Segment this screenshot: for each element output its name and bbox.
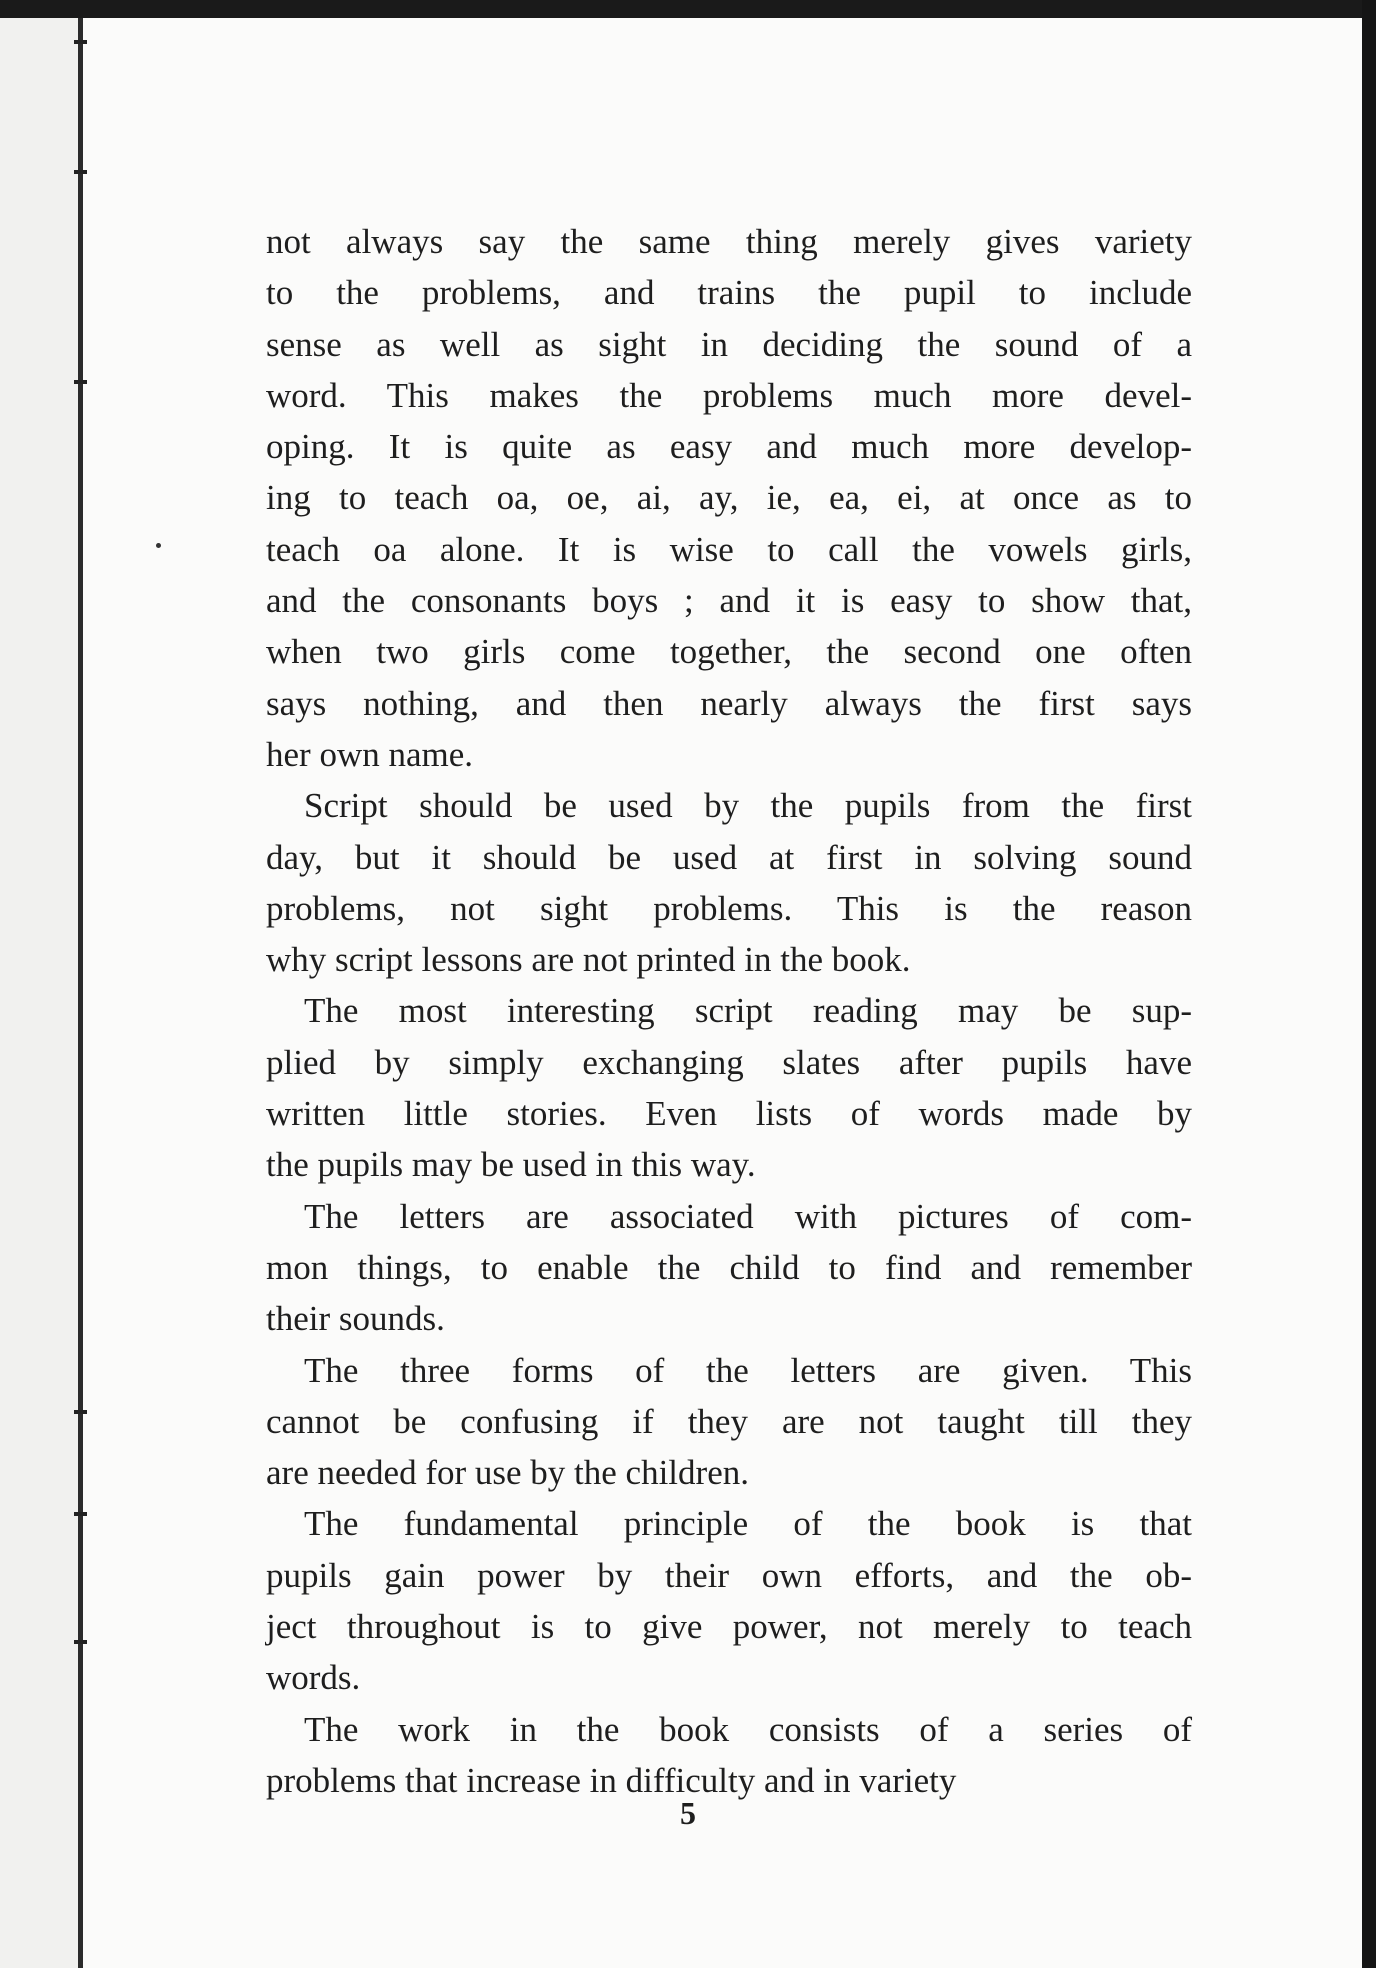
paragraph bbox=[266, 1191, 1192, 1345]
text-line: the pupils may be used in this way. bbox=[266, 1145, 756, 1185]
scan-right-border bbox=[1362, 0, 1376, 1968]
text-line: says nothing, and then nearly always the first says bbox=[266, 683, 1192, 723]
binding-stitch bbox=[74, 40, 87, 44]
text-line: The letters are associated with pictures of com- bbox=[304, 1196, 1192, 1236]
paragraph bbox=[266, 780, 1192, 985]
text-line: Script should be used by the pupils from the first bbox=[304, 786, 1192, 826]
binding-stitch bbox=[74, 170, 87, 174]
text-line: pupils gain power by their own efforts, and the ob- bbox=[266, 1555, 1192, 1595]
binding-stitch bbox=[74, 1640, 87, 1644]
text-line: The most interesting script reading may be sup- bbox=[304, 991, 1192, 1031]
binding-stitch bbox=[74, 1410, 87, 1414]
text-line: and the consonants boys ; and it is easy to show that, bbox=[266, 581, 1192, 621]
text-line: sense as well as sight in deciding the sound of a bbox=[266, 324, 1192, 364]
text-line: The fundamental principle of the book is that bbox=[304, 1504, 1192, 1544]
body-text bbox=[266, 216, 1192, 1806]
binding-edge bbox=[78, 18, 83, 1968]
text-line: ject throughout is to give power, not merely to teach bbox=[266, 1607, 1192, 1647]
text-line: written little stories. Even lists of words made by bbox=[266, 1094, 1192, 1134]
text-line: word. This makes the problems much more devel- bbox=[266, 375, 1192, 415]
text-line: to the problems, and trains the pupil to include bbox=[266, 273, 1192, 313]
text-line: when two girls come together, the second one often bbox=[266, 632, 1192, 672]
text-line: day, but it should be used at first in solving sound bbox=[266, 837, 1192, 877]
text-line: why script lessons are not printed in the book. bbox=[266, 940, 911, 980]
text-line: ing to teach oa, oe, ai, ay, ie, ea, ei, at once as to bbox=[266, 478, 1192, 518]
binding-stitch bbox=[74, 1512, 87, 1516]
text-line: words. bbox=[266, 1658, 361, 1698]
text-line: The work in the book consists of a series of bbox=[304, 1709, 1192, 1749]
binding-stitch bbox=[74, 380, 87, 384]
text-line: problems, not sight problems. This is the reason bbox=[266, 888, 1192, 928]
text-line: teach oa alone. It is wise to call the vowels girls, bbox=[266, 529, 1192, 569]
page-gutter bbox=[0, 0, 80, 1968]
paragraph bbox=[266, 1704, 1192, 1807]
text-line: plied by simply exchanging slates after pupils have bbox=[266, 1042, 1192, 1082]
text-line: cannot be confusing if they are not taught till they bbox=[266, 1401, 1192, 1441]
paragraph bbox=[266, 985, 1192, 1190]
text-line: The three forms of the letters are given. This bbox=[304, 1350, 1192, 1390]
text-line: mon things, to enable the child to find and remember bbox=[266, 1247, 1192, 1287]
page-number: 5 bbox=[680, 1795, 696, 1831]
text-line: problems that increase in difficulty and in variety bbox=[266, 1760, 957, 1800]
text-line: their sounds. bbox=[266, 1299, 445, 1339]
text-line: oping. It is quite as easy and much more develop- bbox=[266, 427, 1192, 467]
scan-top-border bbox=[0, 0, 1376, 18]
paragraph bbox=[266, 1498, 1192, 1703]
text-line: her own name. bbox=[266, 734, 474, 774]
text-line: not always say the same thing merely gives variety bbox=[266, 222, 1192, 261]
paragraph bbox=[266, 216, 1192, 780]
paragraph bbox=[266, 1345, 1192, 1499]
text-line: are needed for use by the children. bbox=[266, 1453, 749, 1493]
scan-speck bbox=[156, 543, 161, 548]
